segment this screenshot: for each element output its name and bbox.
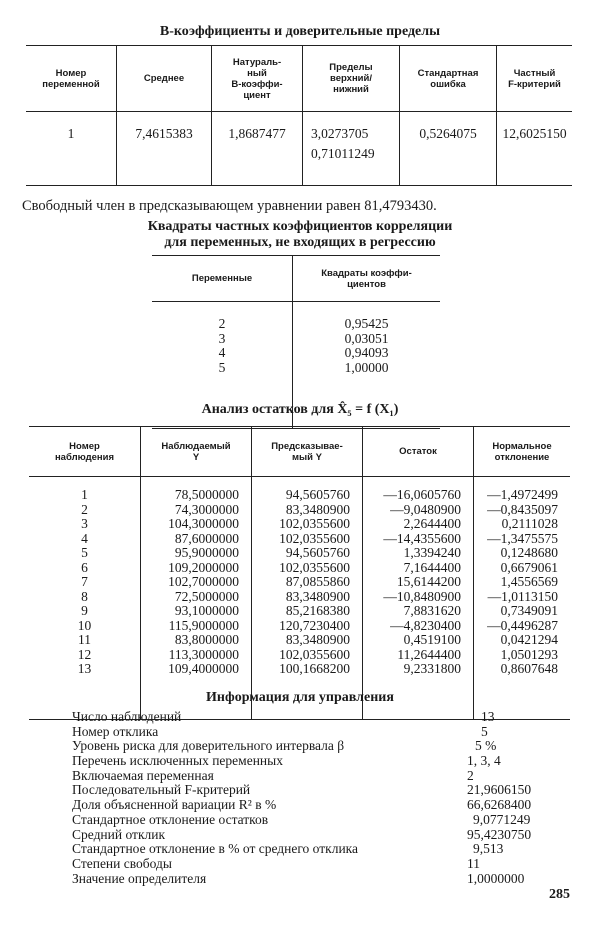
control-label: Стандартное отклонение остатков — [72, 811, 269, 827]
control-label: Перечень исключенных переменных — [72, 753, 283, 769]
control-label: Уровень риска для доверительного интервала β — [72, 738, 345, 754]
list-item — [72, 739, 572, 754]
table1-title: B-коэффициенты и доверительные пределы — [159, 24, 441, 39]
table3-residual: —16,0605760 —9,0480900 2,2644400 —14,4355600 1,3394240 7,1644400 15,6144200 —10,8480900 7,8831620 —4,8230400 0,4519100 11,2644400 9,2331800 — [363, 477, 474, 720]
table1-cell: 7,4615383 — [117, 112, 212, 186]
table3-obs-no: 1 2 3 4 5 6 7 8 9 10 11 12 13 — [29, 477, 141, 720]
table3-header: Нормальное отклонение — [474, 427, 571, 477]
control-title: Информация для управления — [206, 690, 394, 705]
control-value: 5 % — [475, 738, 497, 754]
control-value: 9,0771249 — [473, 811, 531, 827]
table2-header: Квадраты коэффи- циентов — [293, 256, 441, 302]
table2-title: Квадраты частных коэффициентов корреляции для переменных, не входящих в регрессию — [147, 219, 453, 250]
table3-header: Наблюдаемый Y — [141, 427, 252, 477]
control-label: Доля объясненной вариации R² в % — [72, 797, 277, 813]
table1-cell: 12,6025150 — [502, 126, 567, 141]
control-value: 9,513 — [473, 841, 504, 857]
control-label: Номер отклика — [72, 723, 159, 739]
table1-header: Частный F-критерий — [497, 46, 573, 112]
table3-title: Анализ остатков для X̂₅ = f (X₁) — [201, 402, 399, 417]
control-label: Число наблюдений — [72, 709, 182, 724]
table3-normal-dev: —1,4972499 —0,8435097 0,2111028 —1,3475575 0,1248680 0,6679061 1,4556569 —1,0113150 0,7349091 —0,4496287 0,0421294 1,0501293 0,8607648 — [487, 487, 558, 676]
list-item — [72, 710, 572, 725]
control-value: 11 — [467, 855, 480, 871]
control-label: Степени свободы — [72, 855, 172, 871]
control-value: 13 — [481, 709, 495, 724]
free-term-text: Свободный член в предсказывающем уравнении равен 81,4793430. — [22, 198, 437, 214]
table1-header: Среднее — [117, 46, 212, 112]
table1-header: Номер переменной — [26, 46, 117, 112]
control-value: 1, 3, 4 — [467, 753, 501, 769]
table3-header: Номер наблюдения — [29, 427, 141, 477]
coefficients-table — [26, 45, 572, 186]
control-label: Включаемая переменная — [72, 767, 214, 783]
list-item — [72, 872, 572, 887]
table3-header: Предсказывае- мый Y — [252, 427, 363, 477]
table1-header: Стандартная ошибка — [400, 46, 497, 112]
list-item — [72, 813, 572, 828]
control-label: Стандартное отклонение в % от среднего отклика — [72, 841, 359, 857]
control-info-list — [72, 710, 572, 886]
list-item — [72, 857, 572, 872]
control-value: 95,4230750 — [467, 826, 532, 842]
list-item — [72, 725, 572, 740]
table-row — [26, 112, 572, 186]
list-item — [72, 783, 572, 798]
list-item — [72, 842, 572, 857]
control-label: Последовательный F-критерий — [72, 782, 251, 798]
table2-header: Переменные — [152, 256, 293, 302]
control-label: Значение определителя — [72, 870, 207, 886]
table1-header: Натураль- ный B-коэффи- циент — [212, 46, 303, 112]
table1-cell: 1 — [26, 112, 117, 186]
table3-observed: 78,5000000 74,3000000 104,3000000 87,6000000 95,9000000 109,2000000 102,7000000 72,5000000 93,1000000 115,9000000 83,8000000 113,3000000 109,4000000 — [141, 477, 252, 720]
control-value: 1,0000000 — [467, 870, 525, 886]
table-row — [29, 477, 570, 720]
control-value: 66,6268400 — [467, 797, 532, 813]
table1-cell: 1,8687477 — [212, 112, 303, 186]
control-label: Средний отклик — [72, 826, 166, 842]
table2-squares: 0,95425 0,03051 0,94093 1,00000 — [344, 316, 389, 375]
list-item — [72, 769, 572, 784]
table2-variables: 2 3 4 5 — [152, 302, 293, 429]
table3-header: Остаток — [363, 427, 474, 477]
table1-header: Пределы верхний/ нижний — [303, 46, 400, 112]
table1-cell: 3,0273705 0,71011249 — [303, 112, 400, 186]
table3-predicted: 94,5605760 83,3480900 102,0355600 102,0355600 94,5605760 102,0355600 87,0855860 83,3480900 85,2168380 120,7230400 83,3480900 102,0355600 100,1668200 — [252, 477, 363, 720]
list-item — [72, 828, 572, 843]
control-value: 21,9606150 — [467, 782, 532, 798]
residual-analysis-table — [29, 426, 570, 720]
control-value: 2 — [467, 767, 474, 783]
table1-cell: 0,5264075 — [400, 112, 497, 186]
list-item — [72, 754, 572, 769]
control-value: 5 — [481, 723, 488, 739]
page-number: 285 — [549, 887, 570, 902]
list-item — [72, 798, 572, 813]
